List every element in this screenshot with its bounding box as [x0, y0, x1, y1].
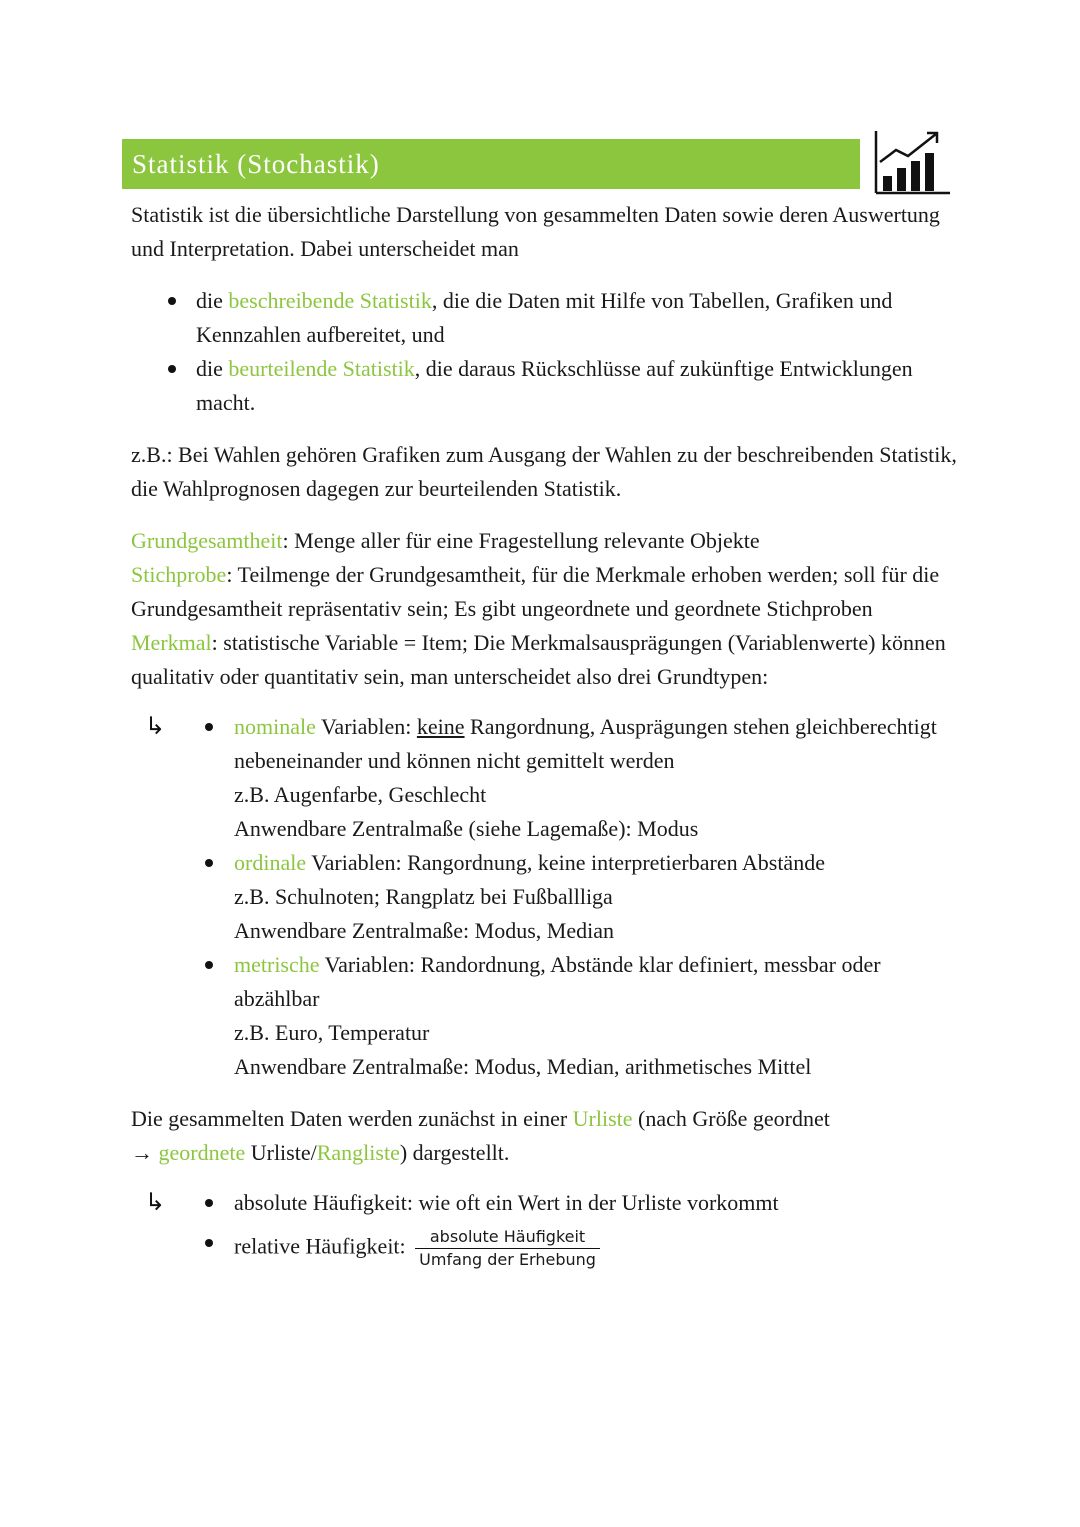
highlight-term: ordinale [234, 850, 307, 875]
list-item: nominale Variablen: keine Rangordnung, Ausprägungen stehen gleichberechtigt nebeneinander und können nicht gemittelt werden z.B. Augenfarbe, Geschlecht Anwendbare Zentralmaße (siehe Lagemaße): Modus [234, 710, 961, 846]
urliste-paragraph: Die gesammelten Daten werden zunächst in einer Urliste (nach Größe geordnet → geordnete Urliste/Rangliste) dargestellt. [131, 1106, 830, 1165]
list-item: die beschreibende Statistik, die die Daten mit Hilfe von Tabellen, Grafiken und Kennzahlen aufbereitet, und [196, 284, 961, 352]
example-paragraph: z.B.: Bei Wahlen gehören Grafiken zum Ausgang der Wahlen zu der beschreibenden Statistik, die Wahlprognosen dagegen zur beurteilenden Statistik. [131, 442, 957, 501]
highlight-term: nominale [234, 714, 316, 739]
highlight-term: Stichprobe [131, 562, 227, 587]
highlight-term: Merkmal [131, 630, 212, 655]
definitions-paragraph: Grundgesamtheit: Menge aller für eine Fragestellung relevante Objekte Stichprobe: Teilmenge der Grundgesamtheit, für die Merkmale erhoben werden; soll für die Grundgesamtheit repräsentativ sein; Es gibt ungeordnete und geordnete Stichproben Merkmal: statistische Variable = Item; Die Merkmalsausprägungen (Variablenwerte) können qualitativ oder quantitativ sein, man unterscheidet also drei Grundtypen: [131, 528, 946, 689]
intro-paragraph: Statistik ist die übersichtliche Darstellung von gesammelten Daten sowie deren Auswertung und Interpretation. Dabei unterscheidet man [131, 202, 940, 261]
page-title: Statistik (Stochastik) [132, 148, 380, 179]
title-bar [122, 139, 860, 189]
frequency-block [131, 1186, 961, 1271]
highlight-term: beurteilende Statistik [228, 356, 415, 381]
highlight-term: Grundgesamtheit [131, 528, 283, 553]
highlight-term: beschreibende Statistik [228, 288, 432, 313]
highlight-term: geordnete [158, 1140, 246, 1165]
arrow-icon: ↳ [145, 1188, 166, 1216]
bar-chart-icon [872, 128, 952, 196]
statistics-types-list [131, 284, 961, 420]
highlight-term: Urliste [572, 1106, 633, 1131]
list-item: absolute Häufigkeit: wie oft ein Wert in der Urliste vorkommt [234, 1186, 961, 1220]
highlight-term: metrische [234, 952, 320, 977]
highlight-term: Rangliste [316, 1140, 400, 1165]
list-item: relative Häufigkeit: $\frac{\text{absolute Häufigkeit}}{\text{Umfang der Erhebung}}$ [234, 1226, 961, 1271]
list-item: die beurteilende Statistik, die daraus Rückschlüsse auf zukünftige Entwicklungen macht. [196, 352, 961, 420]
list-item: metrische Variablen: Randordnung, Abstände klar definiert, messbar oder abzählbar z.B. Euro, Temperatur Anwendbare Zentralmaße: Modus, Median, arithmetisches Mittel [234, 948, 961, 1084]
fraction: $\frac{\text{absolute Häufigkeit}}{\text{Umfang der Erhebung}}$ [415, 1226, 600, 1271]
content [131, 198, 961, 1271]
list-item: ordinale Variablen: Rangordnung, keine interpretierbaren Abstände z.B. Schulnoten; Rangplatz bei Fußballliga Anwendbare Zentralmaße: Modus, Median [234, 846, 961, 948]
variable-types-list [131, 710, 961, 1084]
frequency-list [131, 1186, 961, 1271]
arrow-right-icon: → [131, 1140, 159, 1165]
variable-types-block [131, 710, 961, 1084]
arrow-icon: ↳ [145, 712, 166, 740]
